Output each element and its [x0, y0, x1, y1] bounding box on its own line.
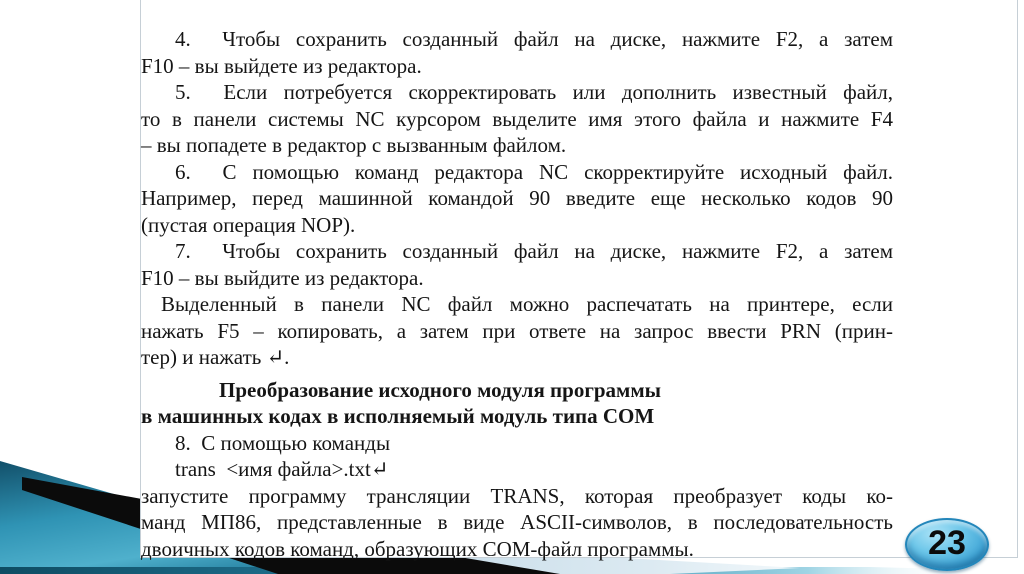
text-line: 6. С помощью команд редактора NC скорректируйте исходный файл. — [175, 159, 893, 184]
heading-line: Преобразование исходного модуля программы — [219, 377, 662, 402]
text-line: F10 – вы выйдите из редактора. — [141, 265, 424, 290]
page-number: 23 — [928, 524, 966, 562]
text-line: двоичных кодов команд, образующих COM-файл программы. — [141, 536, 694, 561]
text-line: 5. Если потребуется скорректировать или дополнить известный файл, — [175, 80, 893, 104]
text-line: F10 – вы выйдете из редактора. — [141, 53, 422, 78]
text-line: тер) и нажать ↵. — [141, 345, 290, 369]
heading-line: в машинных кодах в исполняемый модуль типа COM — [141, 404, 655, 428]
text-line: (пустая операция NOP). — [141, 212, 356, 237]
slide-text — [141, 0, 893, 562]
text-line: 7. Чтобы сохранить созданный файл на диске, нажмите F2, а затем — [175, 239, 893, 263]
text-line: нажать F5 – копировать, а затем при ответе на запрос ввести PRN (прин- — [141, 318, 893, 343]
text-line: 4. Чтобы сохранить созданный файл на диске, нажмите F2, а затем — [175, 27, 893, 51]
text-line: манд МП86, представленные в виде ASCII-символов, в последовательность — [141, 510, 893, 534]
text-line: запустите программу трансляции TRANS, которая преобразует коды ко- — [141, 483, 893, 508]
text-line: то в панели системы NC курсором выделите имя этого файла и нажмите F4 — [141, 106, 893, 131]
text-line: 8. С помощью команды — [175, 430, 391, 455]
text-line: trans <имя файла>.txt↵ — [175, 457, 389, 481]
page-number-badge — [905, 518, 989, 571]
text-line: Выделенный в панели NC файл можно распечатать на принтере, если — [161, 292, 893, 316]
text-line: Например, перед машинной командой 90 введите еще несколько кодов 90 — [141, 186, 893, 210]
text-line: – вы попадете в редактор с вызванным файлом. — [141, 133, 567, 157]
